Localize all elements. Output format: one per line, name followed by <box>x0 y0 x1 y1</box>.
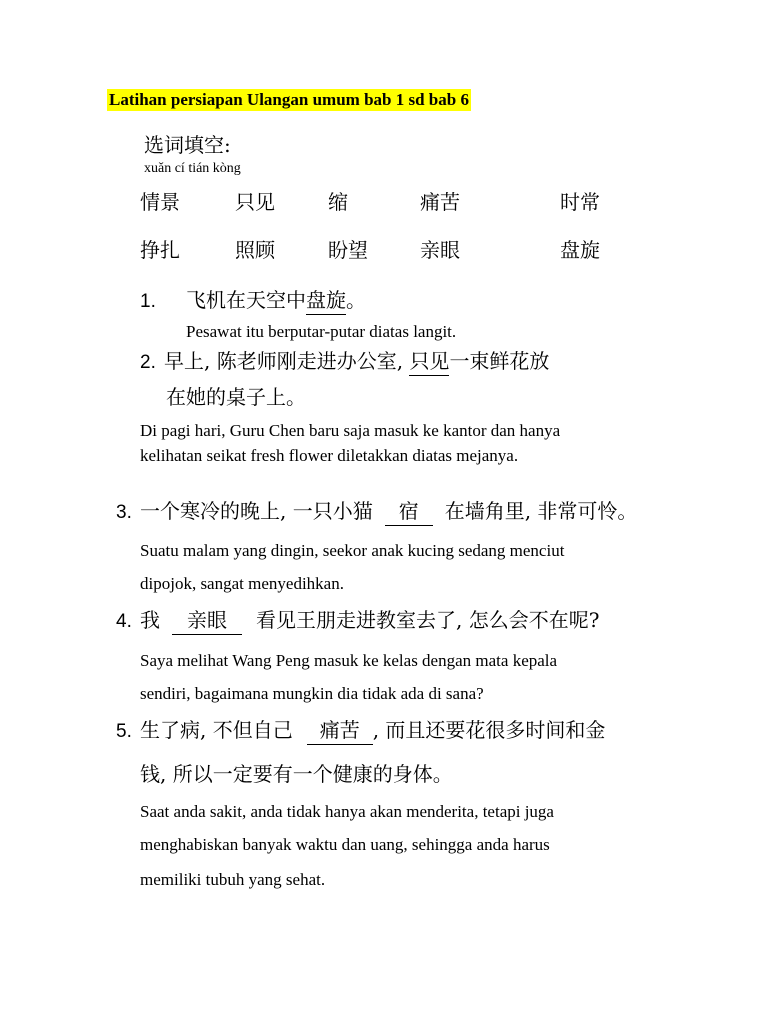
question-text: 生了病, 不但自己 <box>140 718 293 742</box>
section-heading: 选词填空: <box>144 133 231 157</box>
question-text: 飞机在天空中 <box>186 288 306 312</box>
translation: dipojok, sangat menyedihkan. <box>140 574 344 593</box>
word-bank-item: 挣扎 <box>140 238 180 262</box>
answer-blank: 宿 <box>385 497 433 526</box>
worksheet-title: Latihan persiapan Ulangan umum bab 1 sd bab 6 <box>109 90 469 109</box>
section-heading-pinyin: xuǎn cí tián kòng <box>144 161 241 176</box>
word-bank-item: 时常 <box>560 190 600 214</box>
word-bank-item: 痛苦 <box>420 190 460 214</box>
translation: Saya melihat Wang Peng masuk ke kelas dengan mata kepala <box>140 651 558 670</box>
word-bank-item: 盘旋 <box>560 238 600 262</box>
question-5 <box>116 716 605 745</box>
question-text: 看见王朋走进教室去了, 怎么会不在呢? <box>256 608 600 632</box>
question-text-continued: 钱, 所以一定要有一个健康的身体。 <box>140 762 453 786</box>
question-text-continued: 在她的桌子上。 <box>166 385 306 409</box>
question-number: 2. <box>140 352 156 373</box>
word-bank-item: 缩 <box>328 190 348 214</box>
word-bank-item: 情景 <box>140 190 180 214</box>
question-3 <box>116 497 637 526</box>
question-number: 1. <box>140 291 156 312</box>
word-bank-row-1 <box>0 188 768 218</box>
question-text: 一个寒冷的晚上, 一只小猫 <box>140 499 373 523</box>
translation: Di pagi hari, Guru Chen baru saja masuk ke kantor dan hanya <box>140 421 561 440</box>
question-text: , 而且还要花很多时间和金 <box>372 718 606 742</box>
question-text: 我 <box>140 608 160 632</box>
translation: sendiri, bagaimana mungkin dia tidak ada di sana? <box>140 684 484 703</box>
answer-blank: 亲眼 <box>172 606 242 635</box>
word-bank-item: 盼望 <box>328 238 368 262</box>
word-bank-item: 照顾 <box>235 238 275 262</box>
translation: menghabiskan banyak waktu dan uang, sehingga anda harus <box>140 835 550 854</box>
question-number: 4. <box>116 611 132 632</box>
question-1 <box>140 286 366 315</box>
translation: Pesawat itu berputar-putar diatas langit. <box>186 322 457 341</box>
question-number: 3. <box>116 502 132 523</box>
question-number: 5. <box>116 721 132 742</box>
question-text: 在墙角里, 非常可怜。 <box>444 499 638 523</box>
question-text: 。 <box>346 288 366 312</box>
question-text: 一束鲜花放 <box>449 349 550 373</box>
translation: Saat anda sakit, anda tidak hanya akan menderita, tetapi juga <box>140 802 554 821</box>
question-4 <box>116 606 599 635</box>
translation: Suatu malam yang dingin, seekor anak kucing sedang menciut <box>140 541 565 560</box>
answer-underlined: 盘旋 <box>306 286 346 315</box>
word-bank-item: 亲眼 <box>420 238 460 262</box>
word-bank-row-2 <box>0 236 768 266</box>
word-bank-item: 只见 <box>235 190 275 214</box>
question-2 <box>140 347 549 376</box>
translation: kelihatan seikat fresh flower diletakkan diatas mejanya. <box>140 446 519 465</box>
answer-blank: 痛苦 <box>307 716 373 745</box>
translation: memiliki tubuh yang sehat. <box>140 870 326 889</box>
answer-underlined: 只见 <box>409 347 449 376</box>
question-text: 早上, 陈老师刚走进办公室, <box>164 349 410 373</box>
